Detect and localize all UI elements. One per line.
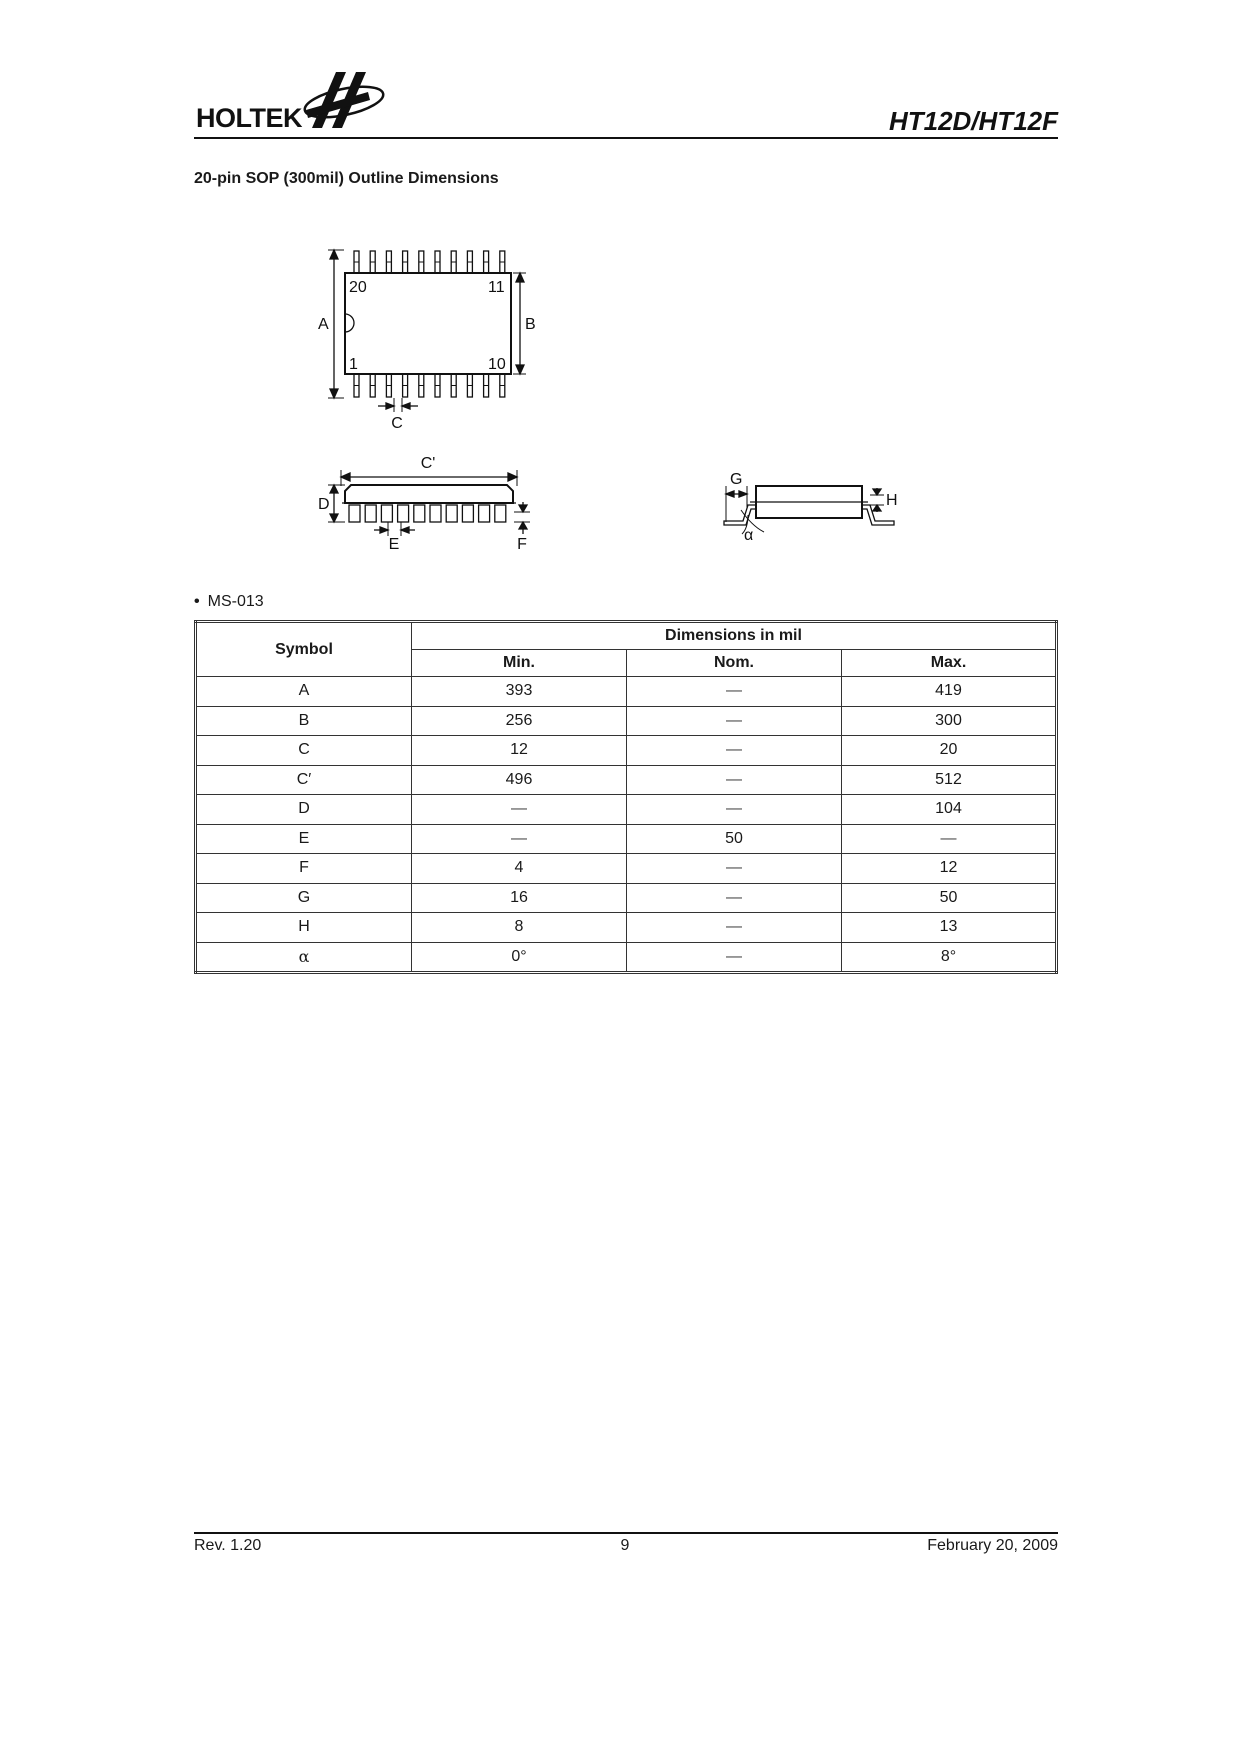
logo-wordmark: HOLTEK xyxy=(196,103,302,133)
dim-b-label: B xyxy=(525,316,536,333)
min-cell: 16 xyxy=(412,883,627,913)
symbol-cell: E xyxy=(196,824,412,854)
table-row xyxy=(196,854,1057,884)
nom-cell: — xyxy=(627,913,842,943)
dim-h-label: H xyxy=(886,492,898,509)
nom-cell: — xyxy=(627,795,842,825)
top-view-drawing xyxy=(328,250,526,412)
package-outline-diagram xyxy=(0,0,1240,580)
table-row xyxy=(196,913,1057,943)
symbol-cell: B xyxy=(196,706,412,736)
dimensions-table xyxy=(194,620,1058,974)
table-row xyxy=(196,795,1057,825)
symbol-cell: F xyxy=(196,854,412,884)
table-row xyxy=(196,824,1057,854)
pin-1-label: 1 xyxy=(349,356,358,373)
dimensions-group-header: Dimensions in mil xyxy=(412,622,1057,650)
nom-cell: — xyxy=(627,854,842,884)
max-cell: 512 xyxy=(842,765,1057,795)
table-row xyxy=(196,677,1057,707)
dim-f-label: F xyxy=(517,536,527,553)
pin-11-label: 11 xyxy=(488,279,505,296)
min-cell: 4 xyxy=(412,854,627,884)
nom-cell: — xyxy=(627,677,842,707)
pin-10-label: 10 xyxy=(488,356,506,373)
symbol-cell: D xyxy=(196,795,412,825)
max-cell: — xyxy=(842,824,1057,854)
revision-label: Rev. 1.20 xyxy=(194,1537,262,1554)
nom-header: Nom. xyxy=(627,650,842,677)
min-cell: 393 xyxy=(412,677,627,707)
max-cell: 12 xyxy=(842,854,1057,884)
nom-cell: — xyxy=(627,736,842,766)
max-cell: 20 xyxy=(842,736,1057,766)
nom-cell: — xyxy=(627,706,842,736)
symbol-header: Symbol xyxy=(196,622,412,677)
package-type-bullet xyxy=(194,593,264,611)
min-cell: — xyxy=(412,795,627,825)
max-cell: 300 xyxy=(842,706,1057,736)
max-cell: 104 xyxy=(842,795,1057,825)
symbol-cell: H xyxy=(196,913,412,943)
min-cell: 0° xyxy=(412,942,627,973)
max-cell: 8° xyxy=(842,942,1057,973)
symbol-cell: C′ xyxy=(196,765,412,795)
section-title: 20-pin SOP (300mil) Outline Dimensions xyxy=(194,170,499,187)
pin-20-label: 20 xyxy=(349,279,367,296)
symbol-cell: A xyxy=(196,677,412,707)
dim-g-label: G xyxy=(730,471,743,488)
table-row xyxy=(196,765,1057,795)
symbol-cell: C xyxy=(196,736,412,766)
max-header: Max. xyxy=(842,650,1057,677)
side-view-drawing xyxy=(328,470,530,536)
min-cell: 12 xyxy=(412,736,627,766)
table-row xyxy=(196,883,1057,913)
dim-e-label: E xyxy=(388,536,400,553)
min-cell: 256 xyxy=(412,706,627,736)
nom-cell: — xyxy=(627,883,842,913)
nom-cell: — xyxy=(627,765,842,795)
nom-cell: — xyxy=(627,942,842,973)
angle-alpha-label: α xyxy=(744,527,754,544)
table-row xyxy=(196,942,1057,973)
symbol-cell: G xyxy=(196,883,412,913)
document-title: HT12D/HT12F xyxy=(888,106,1058,136)
dim-a-label: A xyxy=(318,316,329,333)
dim-d-label: D xyxy=(318,496,330,513)
min-cell: 496 xyxy=(412,765,627,795)
symbol-cell: α xyxy=(196,942,412,973)
footer-divider xyxy=(194,1532,1058,1534)
dim-c-prime-label: C' xyxy=(420,455,436,472)
date-label: February 20, 2009 xyxy=(927,1537,1058,1554)
max-cell: 50 xyxy=(842,883,1057,913)
package-type-label: MS-013 xyxy=(207,593,264,610)
table-row xyxy=(196,736,1057,766)
min-header: Min. xyxy=(412,650,627,677)
page-number: 9 xyxy=(620,1537,630,1554)
min-cell: — xyxy=(412,824,627,854)
min-cell: 8 xyxy=(412,913,627,943)
max-cell: 419 xyxy=(842,677,1057,707)
nom-cell: 50 xyxy=(627,824,842,854)
table-row xyxy=(196,706,1057,736)
dim-c-label: C xyxy=(391,415,403,432)
bullet-icon: • xyxy=(194,593,200,610)
max-cell: 13 xyxy=(842,913,1057,943)
